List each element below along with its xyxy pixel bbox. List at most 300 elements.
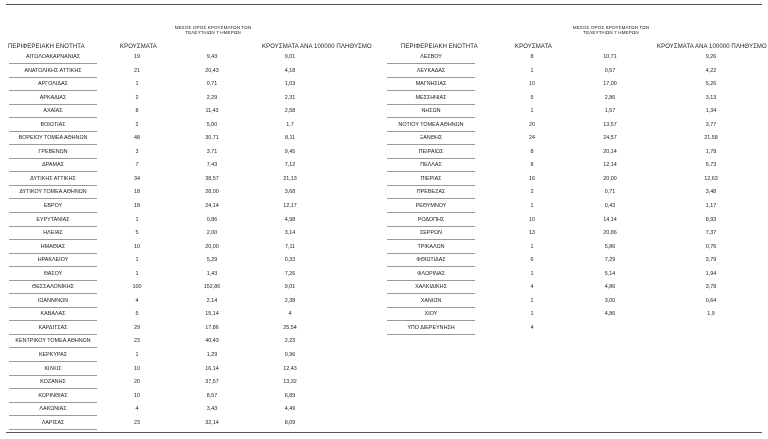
cell-region: ΣΕΡΡΩΝ	[419, 230, 443, 237]
cell-per100k: 4,49	[284, 406, 296, 413]
cell-per100k: 2,23	[284, 338, 296, 345]
row-underline	[9, 375, 97, 376]
cell-avg: 1,57	[604, 108, 616, 115]
row-underline	[9, 239, 97, 240]
cell-region: ΑΙΤΩΛΟΑΚΑΡΝΑΝΙΑΣ	[25, 54, 81, 60]
table-row	[0, 391, 384, 405]
cell-per100k: 1,7	[286, 121, 294, 128]
cell-cases: 23	[134, 419, 140, 426]
cell-cases: 2	[135, 121, 139, 128]
table-row	[384, 79, 768, 93]
cell-cases: 1	[530, 67, 534, 74]
cell-region: ΚΕΡΚΥΡΑΣ	[38, 352, 68, 359]
table-row	[0, 242, 384, 256]
cell-cases: 10	[529, 216, 535, 223]
table-row	[0, 187, 384, 201]
table-row	[384, 242, 768, 256]
table-row	[0, 52, 384, 66]
row-underline	[9, 388, 97, 389]
cell-region: ΠΡΕΒΕΖΑΣ	[416, 189, 446, 196]
table-row	[384, 201, 768, 215]
table-row	[0, 404, 384, 418]
cell-avg: 20,00	[603, 175, 617, 182]
row-underline	[387, 280, 475, 281]
row-underline	[387, 63, 475, 64]
cell-per100k: 12,43	[283, 365, 297, 372]
cell-region: ΠΙΕΡΙΑΣ	[420, 175, 442, 182]
cell-cases: 5	[135, 311, 139, 318]
cell-avg: 32,14	[205, 419, 219, 426]
row-underline	[9, 307, 97, 308]
cell-cases: 1	[530, 203, 534, 210]
row-underline	[387, 239, 475, 240]
row-underline	[9, 104, 97, 105]
cell-per100k: 0,96	[284, 352, 296, 359]
cell-region: ΚΙΛΚΙΣ	[44, 365, 62, 372]
cell-region: ΗΜΑΘΙΑΣ	[40, 243, 66, 250]
cell-cases: 10	[529, 81, 535, 88]
cell-per100k: 8,11	[284, 135, 296, 142]
table-row	[384, 52, 768, 66]
table-row	[384, 106, 768, 120]
cell-avg: 152,86	[203, 284, 221, 291]
cell-cases: 7	[135, 162, 139, 169]
cell-region: ΚΟΖΑΝΗΣ	[40, 379, 66, 386]
cell-cases: 1	[135, 257, 139, 264]
right-header-region: ΠΕΡΙΦΕΡΕΙΑΚΗ ΕΝΟΤΗΤΑ	[401, 44, 478, 50]
table-row	[384, 255, 768, 269]
cell-cases: 8	[530, 148, 534, 155]
row-underline	[9, 280, 97, 281]
cell-avg: 38,57	[205, 175, 219, 182]
table-row	[384, 323, 768, 337]
left-header-cases: ΚΡΟΥΣΜΑΤΑ	[120, 44, 157, 50]
table-row	[384, 120, 768, 134]
table-row	[384, 187, 768, 201]
row-underline	[9, 361, 97, 362]
row-underline	[9, 347, 97, 348]
cell-avg: 17,00	[603, 81, 617, 88]
cell-region: ΝΗΣΩΝ	[421, 108, 441, 115]
row-underline	[9, 131, 97, 132]
table-row	[384, 309, 768, 323]
cell-per100k: 0,33	[284, 257, 296, 264]
cell-per100k: 0,76	[705, 243, 717, 250]
cell-per100k: 1,94	[705, 270, 717, 277]
cell-region: ΕΒΡΟΥ	[43, 203, 63, 210]
cell-per100k: 6,89	[284, 392, 296, 399]
cell-per100k: 2,58	[284, 108, 296, 115]
row-underline	[9, 117, 97, 118]
cell-cases: 1	[530, 297, 534, 304]
cell-cases: 5	[135, 230, 139, 237]
row-underline	[387, 266, 475, 267]
cell-avg: 2,29	[206, 94, 218, 101]
cell-per100k: 25,54	[283, 324, 297, 331]
cell-per100k: 4,98	[284, 216, 296, 223]
cell-avg: 5,00	[206, 121, 218, 128]
row-underline	[387, 158, 475, 159]
cell-avg: 24,14	[205, 203, 219, 210]
row-underline	[387, 185, 475, 186]
cell-cases: 10	[134, 392, 140, 399]
cell-avg: 5,14	[604, 270, 616, 277]
cell-per100k: 3,68	[284, 189, 296, 196]
row-underline	[9, 198, 97, 199]
left-header-per100k: ΚΡΟΥΣΜΑΤΑ ΑΝΑ 100000 ΠΛΗΘΥΣΜΟ	[262, 44, 372, 50]
row-underline	[9, 429, 97, 430]
row-underline	[9, 320, 97, 321]
cell-cases: 1	[135, 270, 139, 277]
cell-cases: 1	[530, 311, 534, 318]
cell-cases: 13	[529, 230, 535, 237]
cell-avg: 7,29	[604, 257, 616, 264]
cell-cases: 1	[530, 243, 534, 250]
cell-cases: 23	[134, 338, 140, 345]
cell-per100k: 7,26	[284, 270, 296, 277]
row-underline	[9, 212, 97, 213]
cell-region: ΑΡΚΑΔΙΑΣ	[39, 94, 67, 101]
row-underline	[387, 90, 475, 91]
cell-cases: 4	[135, 406, 139, 413]
cell-cases: 21	[134, 67, 140, 74]
cell-cases: 1	[135, 216, 139, 223]
cell-cases: 1	[530, 108, 534, 115]
cell-region: ΞΑΝΘΗΣ	[419, 135, 443, 142]
cell-per100k: 2,38	[284, 297, 296, 304]
cell-cases: 8	[530, 54, 534, 60]
row-underline	[387, 144, 475, 145]
table-row	[384, 296, 768, 310]
table-row	[0, 79, 384, 93]
row-underline	[387, 320, 475, 321]
row-underline	[387, 198, 475, 199]
table-row	[384, 66, 768, 80]
cell-region: ΡΟΔΟΠΗΣ	[417, 216, 445, 223]
cell-region: ΦΛΩΡΙΝΑΣ	[417, 270, 445, 277]
cell-avg: 24,57	[603, 135, 617, 142]
row-underline	[387, 104, 475, 105]
table-row	[0, 296, 384, 310]
table-row	[0, 336, 384, 350]
right-table	[384, 52, 768, 336]
table-row	[0, 323, 384, 337]
cell-region: ΡΕΘΥΜΝΟΥ	[415, 203, 447, 210]
cell-region: ΤΡΙΚΑΛΩΝ	[417, 243, 445, 250]
table-row	[0, 160, 384, 174]
cell-region: ΗΛΕΙΑΣ	[43, 230, 63, 237]
cell-cases: 48	[134, 135, 140, 142]
cell-cases: 16	[529, 175, 535, 182]
table-row	[0, 201, 384, 215]
row-underline	[387, 212, 475, 213]
row-underline	[387, 171, 475, 172]
table-row	[0, 106, 384, 120]
cell-avg: 13,57	[603, 121, 617, 128]
right-header-cases: ΚΡΟΥΣΜΑΤΑ	[515, 44, 552, 50]
cell-per100k: 1,9	[707, 311, 715, 318]
cell-region: ΠΕΛΛΑΣ	[420, 162, 442, 169]
cell-cases: 8	[135, 108, 139, 115]
cell-region: ΗΡΑΚΛΕΙΟΥ	[37, 257, 69, 264]
cell-avg: 9,43	[206, 54, 218, 60]
table-row	[384, 269, 768, 283]
cell-per100k: 7,11	[284, 243, 296, 250]
cell-region: ΘΕΣΣΑΛΟΝΙΚΗΣ	[32, 284, 74, 291]
cell-cases: 29	[134, 324, 140, 331]
table-row	[0, 309, 384, 323]
cell-per100k: 3,77	[705, 121, 717, 128]
table-row	[0, 418, 384, 432]
row-underline	[9, 77, 97, 78]
cell-avg: 40,43	[205, 338, 219, 345]
cell-per100k: 0,64	[705, 297, 717, 304]
cell-avg: 28,00	[205, 189, 219, 196]
cell-region: ΕΥΡΥΤΑΝΙΑΣ	[36, 216, 70, 223]
cell-cases: 2	[135, 94, 139, 101]
cell-region: ΚΟΡΙΝΘΙΑΣ	[38, 392, 68, 399]
row-underline	[9, 171, 97, 172]
cell-region: ΓΡΕΒΕΝΩΝ	[38, 148, 68, 155]
cell-per100k: 5,26	[705, 81, 717, 88]
cell-cases: 3	[135, 148, 139, 155]
table-row	[0, 66, 384, 80]
cell-region: ΛΕΣΒΟΥ	[420, 54, 442, 60]
table-row	[0, 377, 384, 391]
row-underline	[9, 293, 97, 294]
row-underline	[387, 293, 475, 294]
cell-avg: 14,14	[603, 216, 617, 223]
cell-region: ΚΕΝΤΡΙΚΟΥ ΤΟΜΕΑ ΑΘΗΝΩΝ	[15, 338, 91, 345]
table-row	[0, 120, 384, 134]
cell-avg: 20,43	[205, 67, 219, 74]
cell-avg: 20,00	[205, 243, 219, 250]
table-row	[0, 174, 384, 188]
cell-region: ΙΩΑΝΝΙΝΩΝ	[37, 297, 69, 304]
cell-cases: 1	[135, 352, 139, 359]
cell-region: ΧΑΛΚΙΔΙΚΗΣ	[415, 284, 447, 291]
cell-cases: 1	[135, 81, 139, 88]
cell-avg: 2,14	[206, 297, 218, 304]
left-header-avg: ΜΕΣΟΣ ΟΡΟΣ ΚΡΟΥΣΜΑΤΩΝ ΤΩΝ ΤΕΛΕΥΤΑΙΩΝ 7 ΗΜΕΡΩΝ	[174, 25, 252, 36]
left-header-region: ΠΕΡΙΦΕΡΕΙΑΚΗ ΕΝΟΤΗΤΑ	[8, 44, 85, 50]
row-underline	[9, 90, 97, 91]
table-row	[0, 93, 384, 107]
cell-per100k: 4,18	[284, 67, 296, 74]
table-row	[0, 350, 384, 364]
cell-avg: 12,14	[603, 162, 617, 169]
cell-per100k: 4,22	[705, 67, 717, 74]
cell-avg: 3,71	[206, 148, 218, 155]
left-table	[0, 52, 384, 431]
cell-per100k: 7,37	[705, 230, 717, 237]
cell-per100k: 1,34	[705, 108, 717, 115]
cell-cases: 10	[134, 365, 140, 372]
top-rule	[6, 4, 762, 5]
cell-per100k: 3,48	[705, 189, 717, 196]
cell-avg: 0,71	[604, 189, 616, 196]
cell-per100k: 9,45	[284, 148, 296, 155]
cell-per100k: 13,32	[283, 379, 297, 386]
cell-per100k: 9,26	[705, 54, 717, 60]
cell-cases: 4	[530, 324, 534, 331]
right-header-per100k: ΚΡΟΥΣΜΑΤΑ ΑΝΑ 100000 ΠΛΗΘΥΣΜΟ	[657, 44, 767, 50]
table-row	[384, 174, 768, 188]
cell-avg: 17,86	[205, 324, 219, 331]
table-row	[0, 364, 384, 378]
cell-region: ΧΑΝΙΩΝ	[420, 297, 442, 304]
cell-avg: 3,43	[206, 406, 218, 413]
table-row	[384, 133, 768, 147]
row-underline	[9, 266, 97, 267]
cell-avg: 2,86	[604, 94, 616, 101]
cell-avg: 7,43	[206, 162, 218, 169]
cell-region: ΔΡΑΜΑΣ	[42, 162, 64, 169]
cell-region: ΜΕΣΣΗΝΙΑΣ	[415, 94, 447, 101]
cell-region: ΦΘΙΩΤΙΔΑΣ	[416, 257, 446, 264]
cell-region: ΛΕΥΚΑΔΑΣ	[416, 67, 446, 74]
row-underline	[9, 63, 97, 64]
row-underline	[9, 144, 97, 145]
cell-per100k: 5,73	[705, 162, 717, 169]
cell-per100k: 7,12	[284, 162, 296, 169]
cell-avg: 1,43	[206, 270, 218, 277]
cell-region: ΒΟΡΕΙΟΥ ΤΟΜΕΑ ΑΘΗΝΩΝ	[18, 135, 88, 142]
cell-avg: 0,86	[206, 216, 218, 223]
cell-cases: 34	[134, 175, 140, 182]
row-underline	[387, 117, 475, 118]
cell-region: ΠΕΙΡΑΙΩΣ	[418, 148, 444, 155]
cell-per100k: 12,17	[283, 203, 297, 210]
cell-avg: 11,43	[205, 108, 219, 115]
cell-per100k: 8,93	[705, 216, 717, 223]
cell-per100k: 1,78	[705, 148, 717, 155]
cell-per100k: 2,31	[284, 94, 296, 101]
cell-region: ΝΟΤΙΟΥ ΤΟΜΕΑ ΑΘΗΝΩΝ	[398, 121, 464, 128]
row-underline	[9, 415, 97, 416]
cell-per100k: 3,79	[705, 257, 717, 264]
cell-per100k: 3,14	[284, 230, 296, 237]
table-row	[0, 282, 384, 296]
cell-cases: 18	[134, 189, 140, 196]
right-header-avg: ΜΕΣΟΣ ΟΡΟΣ ΚΡΟΥΣΜΑΤΩΝ ΤΩΝ ΤΕΛΕΥΤΑΙΩΝ 7 ΗΜΕΡΩΝ	[572, 25, 650, 36]
cell-region: ΧΙΟΥ	[424, 311, 438, 318]
cell-cases: 19	[134, 54, 140, 60]
cell-cases: 24	[529, 135, 535, 142]
cell-per100k: 1,17	[705, 203, 717, 210]
row-underline	[387, 334, 475, 335]
cell-region: ΥΠΟ ΔΙΕΡΕΥΝΗΣΗ	[407, 324, 455, 331]
row-underline	[387, 226, 475, 227]
cell-per100k: 21,58	[704, 135, 718, 142]
cell-cases: 10	[134, 243, 140, 250]
cell-cases: 5	[530, 94, 534, 101]
cell-region: ΑΧΑΪΑΣ	[43, 108, 63, 115]
row-underline	[9, 185, 97, 186]
cell-avg: 20,86	[603, 230, 617, 237]
table-row	[384, 160, 768, 174]
cell-per100k: 21,13	[283, 175, 297, 182]
cell-avg: 10,71	[603, 54, 617, 60]
cell-avg: 20,14	[603, 148, 617, 155]
cell-region: ΔΥΤΙΚΟΥ ΤΟΜΕΑ ΑΘΗΝΩΝ	[19, 189, 87, 196]
table-row	[0, 147, 384, 161]
row-underline	[9, 226, 97, 227]
cell-region: ΚΑΒΑΛΑΣ	[40, 311, 66, 318]
row-underline	[9, 334, 97, 335]
cell-per100k: 3,78	[705, 284, 717, 291]
table-row	[384, 93, 768, 107]
cell-cases: 8	[530, 162, 534, 169]
cell-cases: 2	[530, 189, 534, 196]
cell-avg: 0,71	[206, 81, 218, 88]
cell-avg: 5,86	[604, 243, 616, 250]
table-row	[384, 282, 768, 296]
cell-cases: 20	[529, 121, 535, 128]
cell-cases: 100	[132, 284, 142, 291]
cell-avg: 30,71	[205, 135, 219, 142]
cell-avg: 5,29	[206, 257, 218, 264]
cell-region: ΚΑΡΔΙΤΣΑΣ	[38, 324, 68, 331]
cell-region: ΔΥΤΙΚΗΣ ΑΤΤΙΚΗΣ	[30, 175, 76, 182]
cell-region: ΒΟΙΩΤΙΑΣ	[40, 121, 66, 128]
cell-per100k: 9,01	[284, 284, 296, 291]
cell-per100k: 8,09	[284, 419, 296, 426]
cell-avg: 37,57	[205, 379, 219, 386]
cell-region: ΜΑΓΝΗΣΙΑΣ	[415, 81, 447, 88]
cell-region: ΛΑΡΙΣΑΣ	[41, 419, 65, 426]
table-row	[384, 147, 768, 161]
cell-avg: 3,00	[604, 297, 616, 304]
cell-avg: 0,57	[604, 67, 616, 74]
cell-avg: 0,43	[604, 203, 616, 210]
cell-region: ΛΑΚΩΝΙΑΣ	[39, 406, 67, 413]
row-underline	[9, 253, 97, 254]
table-row	[0, 255, 384, 269]
bottom-rule	[6, 432, 762, 433]
row-underline	[387, 253, 475, 254]
cell-cases: 20	[134, 379, 140, 386]
row-underline	[9, 158, 97, 159]
cell-region: ΑΝΑΤΟΛΙΚΗΣ ΑΤΤΙΚΗΣ	[24, 67, 82, 74]
row-underline	[387, 131, 475, 132]
cell-per100k: 4	[288, 311, 292, 318]
cell-per100k: 9,01	[284, 54, 296, 60]
cell-cases: 1	[530, 270, 534, 277]
cell-per100k: 3,13	[705, 94, 717, 101]
cell-cases: 18	[134, 203, 140, 210]
cell-cases: 6	[530, 257, 534, 264]
row-underline	[387, 77, 475, 78]
cell-avg: 4,86	[604, 311, 616, 318]
row-underline	[9, 402, 97, 403]
cell-avg: 15,14	[205, 311, 219, 318]
table-row	[0, 228, 384, 242]
cell-avg: 1,29	[206, 352, 218, 359]
cell-region: ΑΡΓΟΛΙΔΑΣ	[38, 81, 68, 88]
cell-avg: 8,57	[206, 392, 218, 399]
cell-per100k: 12,63	[704, 175, 718, 182]
cell-avg: 16,14	[205, 365, 219, 372]
table-row	[0, 269, 384, 283]
cell-avg: 4,86	[604, 284, 616, 291]
row-underline	[387, 307, 475, 308]
table-row	[0, 133, 384, 147]
table-row	[384, 215, 768, 229]
table-row	[384, 228, 768, 242]
table-row	[0, 215, 384, 229]
cell-cases: 4	[135, 297, 139, 304]
